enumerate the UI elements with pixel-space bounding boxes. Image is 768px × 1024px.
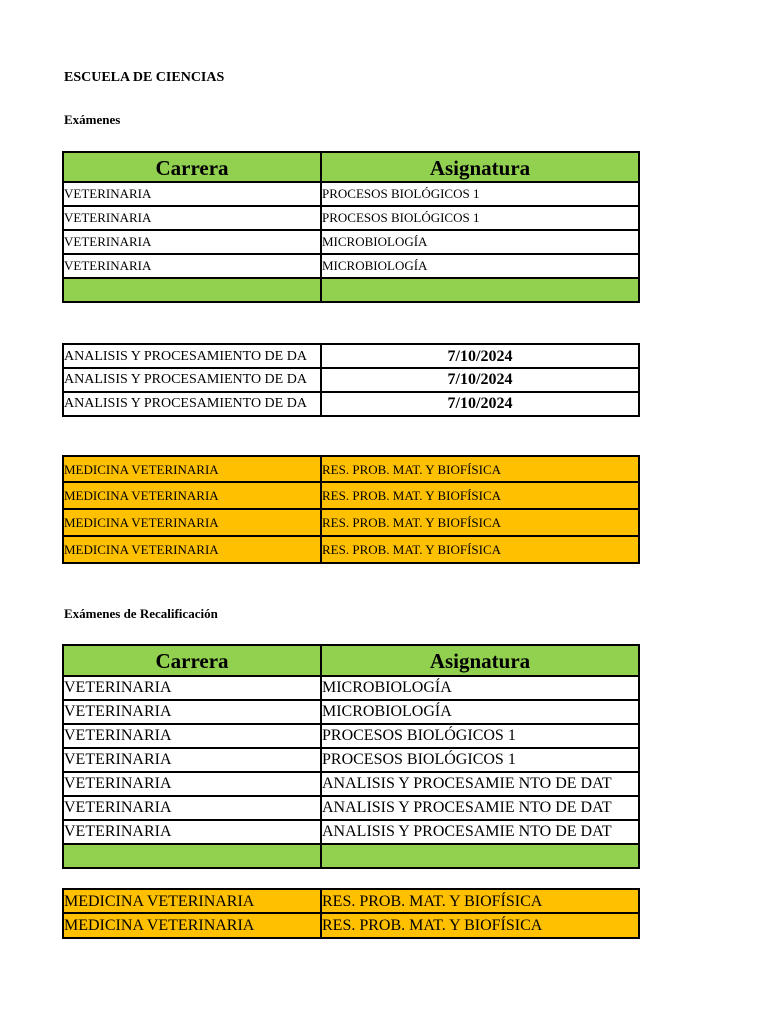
table-row: [62, 255, 640, 279]
cell-carrera: MEDICINA VETERINARIA: [64, 914, 322, 937]
cell-asignatura: RES. PROB. MAT. Y BIOFÍSICA: [322, 542, 502, 557]
cell-carrera: VETERINARIA: [64, 255, 322, 277]
cell-asignatura: RES. PROB. MAT. Y BIOFÍSICA: [322, 488, 502, 503]
cell-carrera: VETERINARIA: [64, 183, 322, 205]
table-row: [62, 821, 640, 845]
header-asignatura: Asignatura: [429, 156, 531, 180]
table-row: [62, 455, 640, 483]
table-row: [62, 773, 640, 797]
cell-empty: [64, 845, 322, 867]
cell-carrera: VETERINARIA: [64, 749, 322, 771]
cell-carrera: MEDICINA VETERINARIA: [64, 890, 322, 912]
cell-carrera: VETERINARIA: [64, 677, 322, 699]
cell-carrera: MEDICINA VETERINARIA: [64, 537, 322, 562]
cell-asignatura: MICROBIOLOGÍA: [322, 234, 428, 249]
table-row: [62, 537, 640, 564]
exam-table: [62, 151, 640, 303]
table-row: [62, 207, 640, 231]
header-carrera: Carrera: [64, 646, 322, 675]
cell-date: 7/10/2024: [447, 395, 513, 412]
table-row: [62, 797, 640, 821]
table-row-empty: [62, 845, 640, 869]
cell-carrera: VETERINARIA: [64, 773, 322, 795]
cell-carrera: MEDICINA VETERINARIA: [64, 483, 322, 508]
cell-carrera: MEDICINA VETERINARIA: [64, 510, 322, 535]
medicina-recalificacion-table: [62, 888, 640, 939]
cell-carrera: VETERINARIA: [64, 207, 322, 229]
cell-carrera: MEDICINA VETERINARIA: [64, 457, 322, 481]
table-row-empty: [62, 279, 640, 303]
header-carrera: Carrera: [64, 153, 322, 181]
cell-carrera: VETERINARIA: [64, 725, 322, 747]
cell-asignatura: RES. PROB. MAT. Y BIOFÍSICA: [322, 515, 502, 530]
section-title-examenes: Exámenes: [64, 112, 121, 127]
table-row: [62, 231, 640, 255]
header-asignatura: Asignatura: [429, 649, 531, 673]
recalificacion-table: [62, 644, 640, 869]
cell-asignatura: RES. PROB. MAT. Y BIOFÍSICA: [322, 917, 543, 934]
table-row: [62, 701, 640, 725]
data-analysis-table: [62, 343, 640, 417]
cell-date: 7/10/2024: [447, 371, 513, 388]
cell-empty: [322, 845, 638, 867]
cell-asignatura: PROCESOS BIOLÓGICOS 1: [322, 186, 480, 201]
cell-asignatura: RES. PROB. MAT. Y BIOFÍSICA: [322, 462, 502, 477]
cell-asignatura: MICROBIOLOGÍA: [322, 679, 452, 696]
cell-empty: [64, 279, 322, 301]
cell-asignatura: PROCESOS BIOLÓGICOS 1: [322, 751, 516, 768]
table-row: [62, 749, 640, 773]
cell-carrera: VETERINARIA: [64, 797, 322, 819]
cell-asignatura: RES. PROB. MAT. Y BIOFÍSICA: [322, 893, 543, 910]
cell-asignatura: MICROBIOLOGÍA: [322, 258, 428, 273]
table-row: [62, 914, 640, 939]
table-row: [62, 393, 640, 417]
table-row: [62, 369, 640, 393]
cell-asignatura: PROCESOS BIOLÓGICOS 1: [322, 210, 480, 225]
medicina-table: [62, 455, 640, 564]
cell-asignatura: ANALISIS Y PROCESAMIE NTO DE DAT: [322, 823, 612, 840]
cell-asignatura: ANALISIS Y PROCESAMIENTO DE DA: [64, 393, 322, 415]
section-title-recalificacion: Exámenes de Recalificación: [64, 606, 218, 621]
cell-date: 7/10/2024: [447, 348, 513, 365]
cell-asignatura: ANALISIS Y PROCESAMIE NTO DE DAT: [322, 775, 612, 792]
table-row: [62, 343, 640, 369]
table-row: [62, 888, 640, 914]
cell-empty: [322, 279, 638, 301]
table-row: [62, 510, 640, 537]
cell-asignatura: ANALISIS Y PROCESAMIENTO DE DA: [64, 369, 322, 391]
cell-carrera: VETERINARIA: [64, 701, 322, 723]
table-row: [62, 725, 640, 749]
cell-asignatura: ANALISIS Y PROCESAMIENTO DE DA: [64, 345, 322, 367]
cell-asignatura: ANALISIS Y PROCESAMIE NTO DE DAT: [322, 799, 612, 816]
table-row: [62, 483, 640, 510]
table-row: [62, 183, 640, 207]
cell-asignatura: PROCESOS BIOLÓGICOS 1: [322, 727, 516, 744]
table-row: [62, 677, 640, 701]
cell-carrera: VETERINARIA: [64, 821, 322, 843]
cell-asignatura: MICROBIOLOGÍA: [322, 703, 452, 720]
cell-carrera: VETERINARIA: [64, 231, 322, 253]
school-title: ESCUELA DE CIENCIAS: [64, 70, 225, 85]
